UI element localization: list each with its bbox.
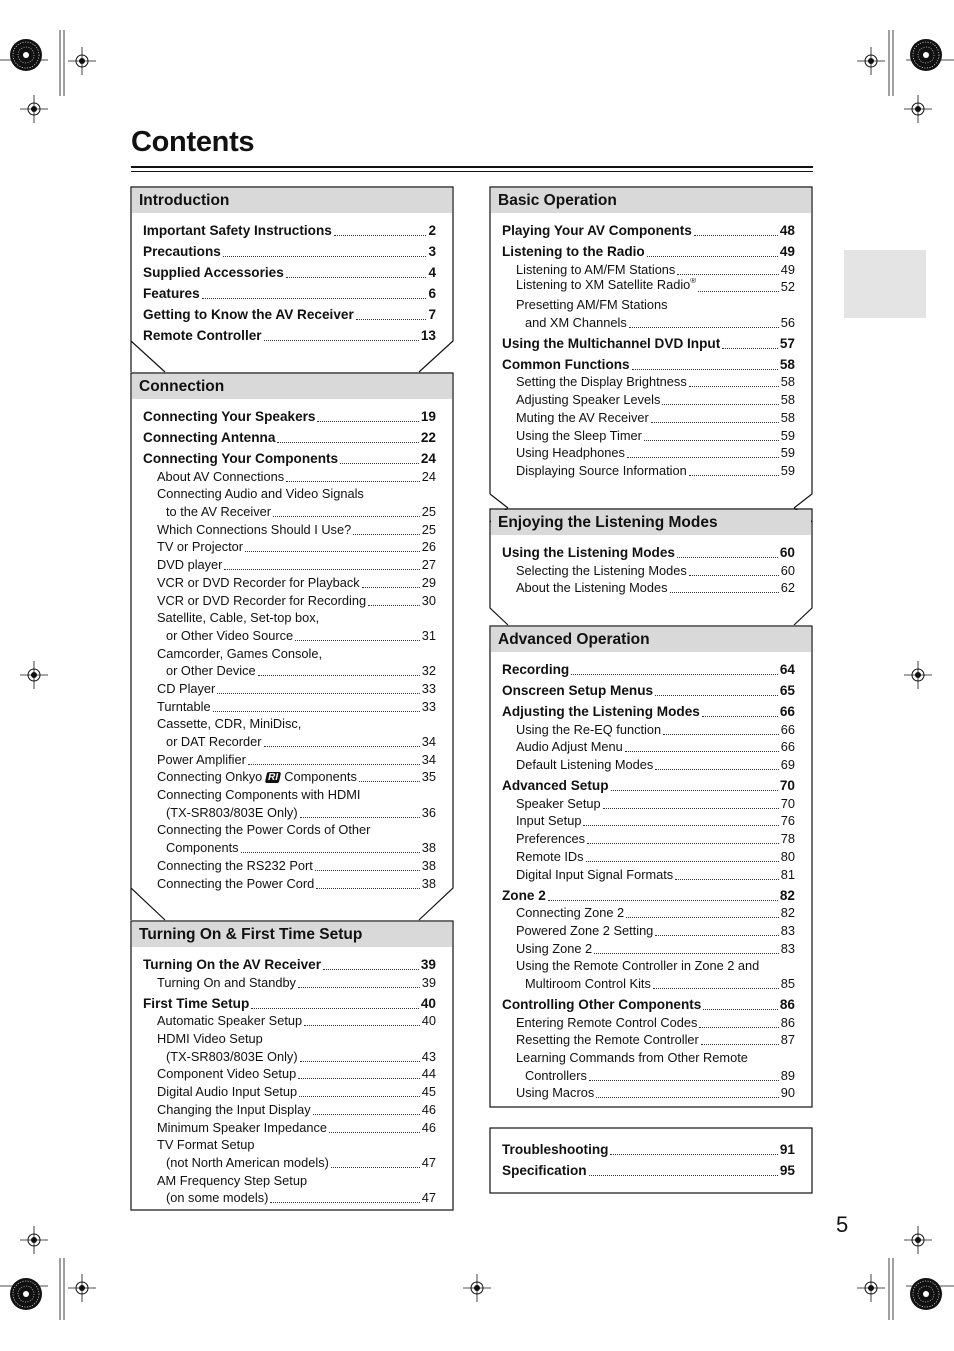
toc-entry[interactable]: Using the Multichannel DVD Input 57 [502, 335, 795, 351]
toc-subentry[interactable]: Using the Remote Controller in Zone 2 and [516, 958, 760, 974]
toc-entry[interactable]: Features 6 [143, 286, 436, 301]
toc-list [130, 404, 454, 892]
toc-subentry[interactable]: Which Connections Should I Use? 25 [157, 521, 436, 537]
toc-entry[interactable]: Turning On the AV Receiver 39 [143, 957, 436, 972]
toc-subentry[interactable]: Preferences 78 [516, 831, 795, 847]
toc-subentry[interactable]: or DAT Recorder 34 [166, 734, 436, 749]
toc-entry[interactable]: Getting to Know the AV Receiver 7 [143, 307, 436, 322]
section-heading: Advanced Operation [491, 627, 811, 652]
section-basic-operation [489, 186, 813, 508]
toc-entry[interactable]: Onscreen Setup Menus 65 [502, 683, 795, 698]
toc-entry[interactable]: Connecting Your Components 24 [143, 451, 436, 466]
toc-subentry[interactable]: Learning Commands from Other Remote [516, 1050, 748, 1065]
toc-subentry[interactable]: Displaying Source Information 59 [516, 462, 795, 478]
toc-entry[interactable]: First Time Setup 40 [143, 995, 436, 1011]
toc-subentry[interactable]: Setting the Display Brightness 58 [516, 374, 795, 390]
toc-subentry[interactable]: VCR or DVD Recorder for Recording 30 [157, 592, 436, 608]
toc-subentry[interactable]: Connecting the Power Cords of Other [157, 822, 371, 838]
toc-subentry[interactable]: Connecting Audio and Video Signals [157, 486, 364, 502]
toc-subentry[interactable]: or Other Device 32 [166, 663, 436, 679]
toc-entry[interactable]: Listening to the Radio 49 [502, 244, 795, 259]
section-heading: Introduction [132, 188, 452, 213]
toc-subentry[interactable]: Presetting AM/FM Stations [516, 297, 668, 313]
toc-subentry[interactable]: (TX-SR803/803E Only) 43 [166, 1048, 436, 1064]
toc-subentry[interactable]: Connecting Zone 2 82 [516, 905, 795, 921]
toc-subentry[interactable]: AM Frequency Step Setup [157, 1172, 308, 1188]
section-listening-modes [489, 508, 813, 625]
toc-subentry[interactable]: Speaker Setup 70 [516, 795, 795, 811]
toc-subentry[interactable]: Changing the Input Display 46 [157, 1101, 436, 1117]
section-heading: Turning On & First Time Setup [132, 922, 452, 947]
toc-entry[interactable]: Important Safety Instructions 2 [143, 223, 436, 238]
toc-subentry[interactable]: Resetting the Remote Controller 87 [516, 1032, 795, 1048]
toc-subentry[interactable]: About the Listening Modes 62 [516, 580, 795, 596]
toc-subentry[interactable]: Minimum Speaker Impedance 46 [157, 1119, 436, 1135]
toc-entry[interactable]: Connecting Antenna 22 [143, 430, 436, 445]
toc-subentry[interactable]: (on some models) 47 [166, 1190, 436, 1206]
toc-subentry[interactable]: Powered Zone 2 Setting 83 [516, 922, 795, 938]
toc-list [489, 1137, 813, 1179]
section-introduction [130, 186, 454, 372]
toc-subentry[interactable]: Listening to XM Satellite Radio® 52 [516, 277, 795, 295]
toc-subentry[interactable]: and XM Channels 56 [525, 314, 795, 330]
toc-subentry[interactable]: DVD player 27 [157, 557, 436, 573]
toc-entry[interactable]: Playing Your AV Components 48 [502, 223, 795, 238]
toc-subentry[interactable]: to the AV Receiver 25 [166, 504, 436, 520]
toc-subentry[interactable]: Connecting Onkyo RI Components 35 [157, 769, 436, 785]
section-connection [130, 372, 454, 920]
toc-subentry[interactable]: Selecting the Listening Modes 60 [516, 562, 795, 578]
toc-entry[interactable]: Precautions 3 [143, 244, 436, 259]
ri-logo-icon: RI [267, 772, 280, 784]
section-tab-marker [844, 250, 926, 318]
toc-subentry[interactable]: Using the Sleep Timer 59 [516, 427, 795, 443]
section-turning-on [130, 920, 454, 1211]
toc-subentry[interactable]: Power Amplifier 34 [157, 751, 436, 767]
toc-subentry[interactable]: TV or Projector 26 [157, 539, 436, 555]
toc-subentry[interactable]: Digital Input Signal Formats 81 [516, 866, 795, 882]
toc-subentry[interactable]: Digital Audio Input Setup 45 [157, 1084, 436, 1100]
title-rule [131, 166, 813, 168]
toc-subentry[interactable]: Muting the AV Receiver 58 [516, 409, 795, 425]
page-title: Contents [131, 126, 255, 158]
toc-entry[interactable]: Controlling Other Components 86 [502, 996, 795, 1012]
toc-subentry[interactable]: Cassette, CDR, MiniDisc, [157, 716, 302, 732]
toc-subentry[interactable]: (TX-SR803/803E Only) 36 [166, 804, 436, 820]
toc-subentry[interactable]: Connecting the Power Cord 38 [157, 875, 436, 891]
toc-list [130, 218, 454, 344]
toc-subentry[interactable]: Controllers 89 [525, 1067, 795, 1083]
toc-entry[interactable]: Recording 64 [502, 662, 795, 677]
toc-entry[interactable]: Remote Controller 13 [143, 328, 436, 343]
section-heading: Connection [132, 374, 452, 399]
toc-subentry[interactable]: Connecting Components with HDMI [157, 787, 361, 803]
title-rule-thin [131, 171, 813, 172]
toc-entry[interactable]: Common Functions 58 [502, 356, 795, 372]
toc-subentry[interactable]: Turning On and Standby 39 [157, 974, 436, 990]
toc-subentry[interactable]: TV Format Setup [157, 1137, 255, 1153]
toc-entry[interactable]: Adjusting the Listening Modes 66 [502, 704, 795, 719]
toc-entry[interactable]: Connecting Your Speakers 19 [143, 409, 436, 424]
section-advanced-operation [489, 625, 813, 1108]
toc-list [489, 218, 813, 479]
toc-subentry[interactable]: VCR or DVD Recorder for Playback 29 [157, 574, 436, 590]
toc-subentry[interactable]: HDMI Video Setup [157, 1031, 263, 1047]
toc-subentry[interactable]: Satellite, Cable, Set-top box, [157, 610, 320, 626]
toc-entry[interactable]: Zone 2 82 [502, 887, 795, 903]
toc-subentry[interactable]: Entering Remote Control Codes 86 [516, 1014, 795, 1030]
toc-subentry[interactable]: Audio Adjust Menu 66 [516, 739, 795, 755]
toc-subentry[interactable]: Remote IDs 80 [516, 848, 795, 864]
toc-entry[interactable]: Using the Listening Modes 60 [502, 545, 795, 560]
toc-subentry[interactable]: Default Listening Modes 69 [516, 757, 795, 773]
toc-subentry[interactable]: About AV Connections 24 [157, 468, 436, 484]
toc-list [489, 540, 813, 596]
section-heading: Enjoying the Listening Modes [491, 510, 811, 535]
toc-subentry[interactable]: Listening to AM/FM Stations 49 [516, 261, 795, 277]
toc-subentry[interactable]: Turntable 33 [157, 698, 436, 714]
toc-entry[interactable]: Supplied Accessories 4 [143, 265, 436, 280]
toc-entry[interactable]: Specification 95 [502, 1163, 795, 1178]
toc-subentry[interactable]: CD Player 33 [157, 680, 436, 696]
toc-subentry[interactable]: Automatic Speaker Setup 40 [157, 1013, 436, 1029]
toc-list [130, 952, 454, 1206]
toc-subentry[interactable]: Component Video Setup 44 [157, 1066, 436, 1082]
toc-entry[interactable]: Advanced Setup 70 [502, 778, 795, 794]
toc-subentry[interactable]: or Other Video Source 31 [166, 627, 436, 643]
toc-subentry[interactable]: Using Zone 2 83 [516, 940, 795, 956]
toc-list [489, 657, 813, 1101]
toc-subentry[interactable]: Camcorder, Games Console, [157, 645, 323, 661]
toc-subentry[interactable]: Using the Re-EQ function 66 [516, 721, 795, 737]
page-number: 5 [836, 1212, 849, 1237]
toc-subentry[interactable]: Using Macros 90 [516, 1085, 795, 1101]
toc-subentry[interactable]: Components 38 [166, 840, 436, 856]
toc-subentry[interactable]: Using Headphones 59 [516, 445, 795, 461]
toc-entry[interactable]: Troubleshooting 91 [502, 1142, 795, 1157]
section-heading: Basic Operation [491, 188, 811, 213]
toc-subentry[interactable]: Connecting the RS232 Port 38 [157, 857, 436, 873]
toc-subentry[interactable]: Multiroom Control Kits 85 [525, 975, 795, 991]
section-other [489, 1127, 813, 1194]
toc-subentry[interactable]: Adjusting Speaker Levels 58 [516, 392, 795, 408]
toc-subentry[interactable]: (not North American models) 47 [166, 1154, 436, 1170]
toc-subentry[interactable]: Input Setup 76 [516, 813, 795, 829]
